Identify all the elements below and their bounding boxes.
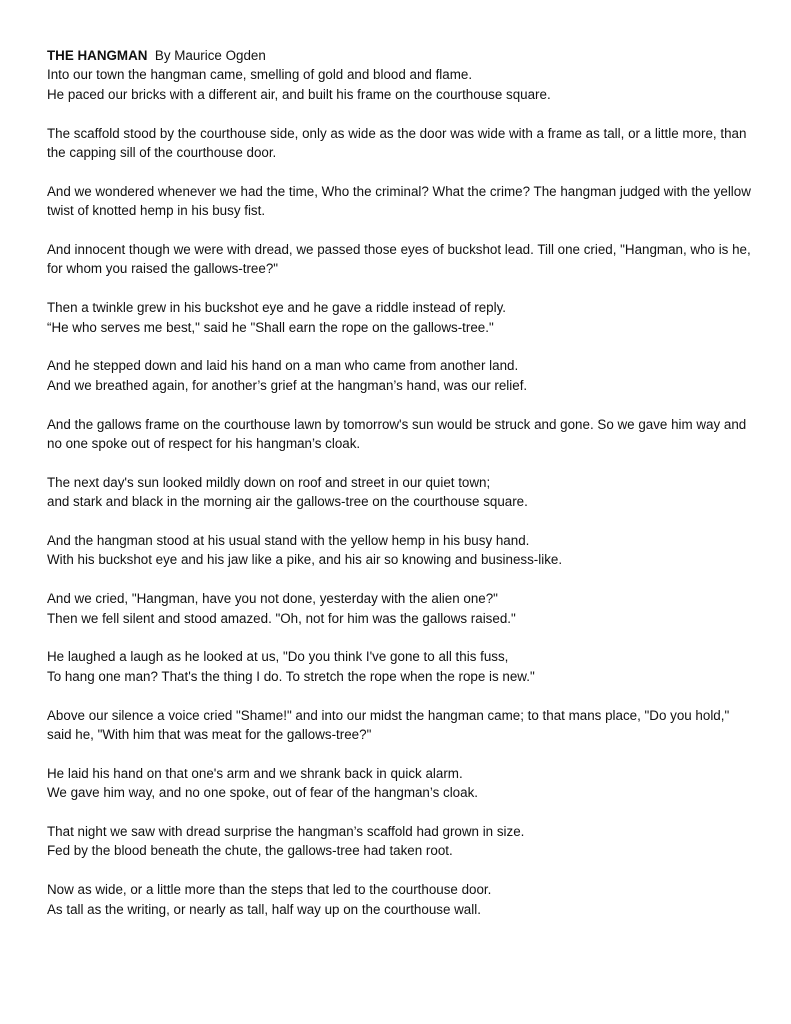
poem-line: “He who serves me best," said he "Shall earn the rope on the gallows-tree." [47,319,494,335]
stanza [47,764,757,803]
stanza [47,473,757,512]
poem-line: and stark and black in the morning air the gallows-tree on the courthouse square. [47,494,528,510]
stanza [47,415,757,454]
poem-line: And the hangman stood at his usual stand with the yellow hemp in his busy hand. [47,533,530,549]
poem-line: He laughed a laugh as he looked at us, "Do you think I've gone to all this fuss, [47,649,509,665]
poem-line: As tall as the writing, or nearly as tall, half way up on the courthouse wall. [47,901,481,917]
poem-line: The scaffold stood by the courthouse side, only as wide as the door was wide with a frame as tall, or a little more, than the capping sill of the courthouse door. [47,125,747,161]
poem-line: With his buckshot eye and his jaw like a pike, and his air so knowing and business-like. [47,552,563,568]
poem-line: And the gallows frame on the courthouse lawn by tomorrow's sun would be struck and gone. So we gave him way and no one spoke out of respect for his hangman’s cloak. [47,416,747,452]
poem-line: And he stepped down and laid his hand on a man who came from another land. [47,358,519,374]
poem-byline: By Maurice Ogden [154,48,266,63]
document-page [47,46,757,938]
poem-line: Then a twinkle grew in his buckshot eye and he gave a riddle instead of reply. [47,300,507,316]
stanza [47,822,757,861]
poem-line: And we cried, "Hangman, have you not done, yesterday with the alien one?" [47,591,498,607]
stanza [47,298,757,337]
poem-line: The next day's sun looked mildly down on roof and street in our quiet town; [47,474,491,490]
poem-line: That night we saw with dread surprise the hangman’s scaffold had grown in size. [47,824,525,840]
title-line [47,46,757,65]
poem-line: To hang one man? That's the thing I do. To stretch the rope when the rope is new." [47,668,535,684]
poem-line: Fed by the blood beneath the chute, the gallows-tree had taken root. [47,843,453,859]
poem-line: He laid his hand on that one's arm and we shrank back in quick alarm. [47,765,463,781]
poem-body [47,65,757,919]
poem-line: And innocent though we were with dread, we passed those eyes of buckshot lead. Till one cried, "Hangman, who is he, for whom you raised the gallows-tree?" [47,242,751,277]
stanza [47,240,757,279]
stanza [47,647,757,686]
stanza [47,356,757,395]
poem-line: He paced our bricks with a different air, and built his frame on the courthouse square. [47,86,551,102]
poem-line: Above our silence a voice cried "Shame!" and into our midst the hangman came; to that mans place, "Do you hold," said he, "With him that was meat for the gallows-tree?" [47,707,730,743]
stanza [47,531,757,570]
poem-line: We gave him way, and no one spoke, out of fear of the hangman’s cloak. [47,785,478,801]
stanza [47,124,757,163]
poem-line: And we wondered whenever we had the time, Who the criminal? What the crime? The hangman judged with the yellow twist of knotted hemp in his busy fist. [47,183,751,219]
poem-line: Now as wide, or a little more than the steps that led to the courthouse door. [47,882,492,898]
poem-line: Then we fell silent and stood amazed. "Oh, not for him was the gallows raised." [47,610,516,626]
stanza [47,589,757,628]
poem-title: THE HANGMAN [47,48,148,63]
stanza [47,65,757,104]
poem-line: Into our town the hangman came, smelling of gold and blood and flame. [47,67,473,83]
stanza [47,706,757,745]
poem-line: And we breathed again, for another’s grief at the hangman’s hand, was our relief. [47,377,528,393]
stanza [47,880,757,919]
stanza [47,182,757,221]
